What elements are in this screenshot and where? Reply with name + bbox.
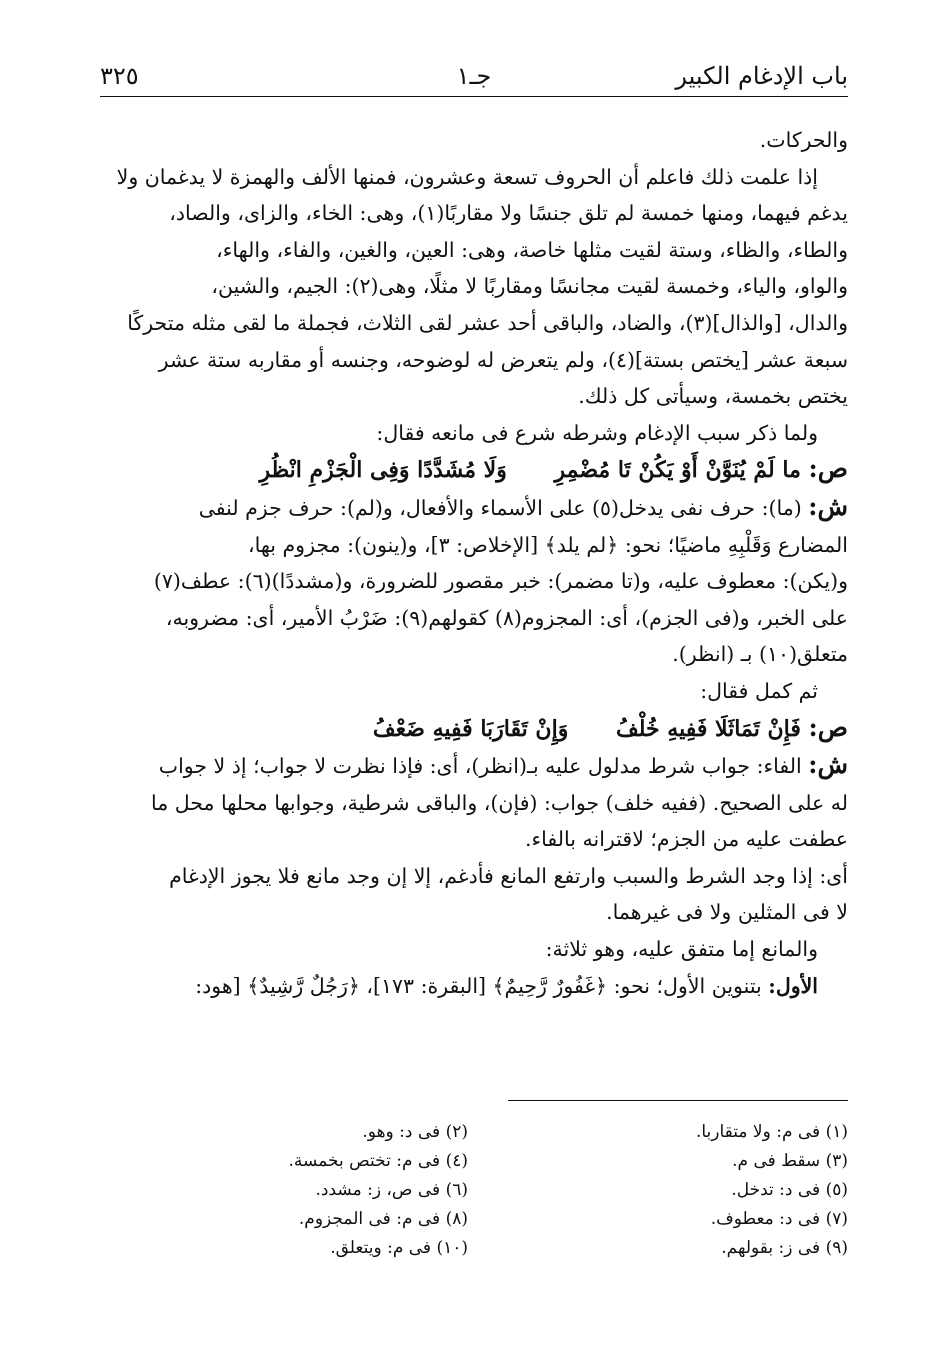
main-text	[100, 122, 848, 1004]
text-line: أى: إذا وجد الشرط والسبب وارتفع المانع فأدغم، إلا إن وجد مانع فلا يجوز الإدغام	[169, 863, 848, 888]
footnote: (٦) فى ص، ز: مشدد.	[315, 1180, 468, 1200]
footnote: (٨) فى م: فى المجزوم.	[298, 1209, 468, 1229]
footnote: (٥) فى د: تدخل.	[731, 1180, 848, 1200]
enumeration-label: الأول:	[768, 973, 818, 998]
text-line: والطاء، والظاء، وستة لقيت مثلها خاصة، وهى: العين، والغين، والفاء، والهاء،	[216, 237, 848, 262]
book-page	[100, 50, 848, 1320]
poem-verse	[100, 451, 848, 489]
text-line: والحركات.	[759, 128, 848, 152]
text-line: ولما ذكر سبب الإدغام وشرطه شرع فى مانعه فقال:	[376, 420, 818, 445]
text-line	[100, 489, 848, 527]
poem-verse	[100, 710, 848, 748]
commentary-marker: ش:	[808, 491, 848, 521]
text-segment: (ما): حرف نفى يدخل(٥) على الأسماء والأفعال، و(لم): حرف جزم لنفى	[198, 495, 802, 520]
header-divider	[100, 96, 848, 97]
text-segment: بتنوين الأول؛ نحو: ﴿غَفُورٌ رَّحِيمٌ﴾ [البقرة: ١٧٣]، ﴿رَجُلٌ رَّشِيدٌ﴾ [هود:	[195, 973, 762, 998]
footnote-column-left	[108, 1118, 468, 1263]
text-line: والواو، والياء، وخمسة لقيت مجانسًا ومقاربًا لا مثلًا، وهى(٢): الجيم، والشين،	[211, 274, 848, 299]
verse-hemistich: فَإِنْ تَمَاثَلَا فَفِيهِ خُلْفُ	[615, 715, 801, 742]
verse-marker: ص:	[808, 454, 848, 484]
text-line: لا فى المثلين ولا فى غيرهما.	[606, 900, 848, 925]
text-line: المضارع وَقَلْبِهِ ماضيًا؛ نحو: ﴿لم يلد﴾ [الإخلاص: ٣]، و(ينون): مجزوم بها،	[247, 532, 848, 557]
text-line: له على الصحيح. (ففيه خلف) جواب: (فإن)، والباقى شرطية، وجوابها محلها محل ما	[151, 790, 848, 815]
footnote: (١) فى م: ولا متقاربا.	[695, 1122, 848, 1142]
text-segment: الفاء: جواب شرط مدلول عليه بـ(انظر)، أى: فإذا نظرت لا جواب؛ إذ لا جواب	[158, 754, 802, 779]
text-line: إذا علمت ذلك فاعلم أن الحروف تسعة وعشرون، فمنها الألف والهمزة لا يدغمان ولا	[116, 164, 818, 189]
footnote-divider	[508, 1100, 848, 1101]
text-line: والمانع إما متفق عليه، وهو ثلاثة:	[545, 937, 818, 962]
chapter-title: باب الإدغام الكبير	[675, 62, 848, 90]
text-line: والدال، [والذال](٣)، والضاد، والباقى أحد عشر لقى الثلاث، فجملة ما لقى مثله متحركًا	[127, 310, 848, 335]
text-line: ثم كمل فقال:	[700, 678, 818, 703]
text-line: و(يكن): معطوف عليه، و(تا مضمر): خبر مقصور للضرورة، و(مشددًا)(٦): عطف(٧)	[153, 569, 848, 594]
volume-label: جـ١	[456, 62, 492, 90]
footnote: (١٠) فى م: ويتعلق.	[330, 1238, 468, 1258]
footnote: (٧) فى د: معطوف.	[710, 1209, 848, 1229]
footnote: (٤) فى م: تختص بخمسة.	[288, 1151, 468, 1171]
text-line: سبعة عشر [يختص بستة](٤)، ولم يتعرض له لوضوحه، وجنسه أو مقاربه ستة عشر	[158, 347, 848, 372]
verse-hemistich: وَلَا مُشَدَّدًا وَفِى الْجَزْمِ انْظُرِ	[259, 457, 507, 484]
verse-marker: ص:	[808, 712, 848, 742]
page-number: ٣٢٥	[100, 62, 139, 90]
commentary-marker: ش:	[808, 750, 848, 780]
text-line: يدغم فيهما، ومنها خمسة لم تلق جنسًا ولا مقاربًا(١)، وهى: الخاء، والزاى، والصاد،	[169, 201, 848, 226]
text-line	[100, 968, 848, 1005]
footnote: (٣) سقط فى م.	[732, 1151, 848, 1171]
verse-hemistich: ما لَمْ يُنَوَّنْ أَوْ يَكُنْ تَا مُضْمِرِ	[554, 457, 801, 484]
footnote: (٢) فى د: وهو.	[362, 1122, 468, 1142]
text-line: على الخبر، و(فى الجزم)، أى: المجزوم(٨) كقولهم(٩): ضَرْبُ الأمير، أى: مضروبه،	[165, 605, 848, 630]
text-line	[100, 747, 848, 785]
text-line: يختص بخمسة، وسيأتى كل ذلك.	[578, 384, 848, 409]
text-line: عطفت عليه من الجزم؛ لاقترانه بالفاء.	[525, 827, 848, 852]
footnote-column-right	[488, 1118, 848, 1263]
text-line: متعلق(١٠) بـ (انظر).	[672, 642, 848, 667]
verse-hemistich: وَإِنْ تَقَارَبَا فَفِيهِ ضَعْفُ	[372, 715, 569, 742]
running-header	[100, 62, 848, 96]
footnote: (٩) فى ز: بقولهم.	[721, 1238, 848, 1258]
